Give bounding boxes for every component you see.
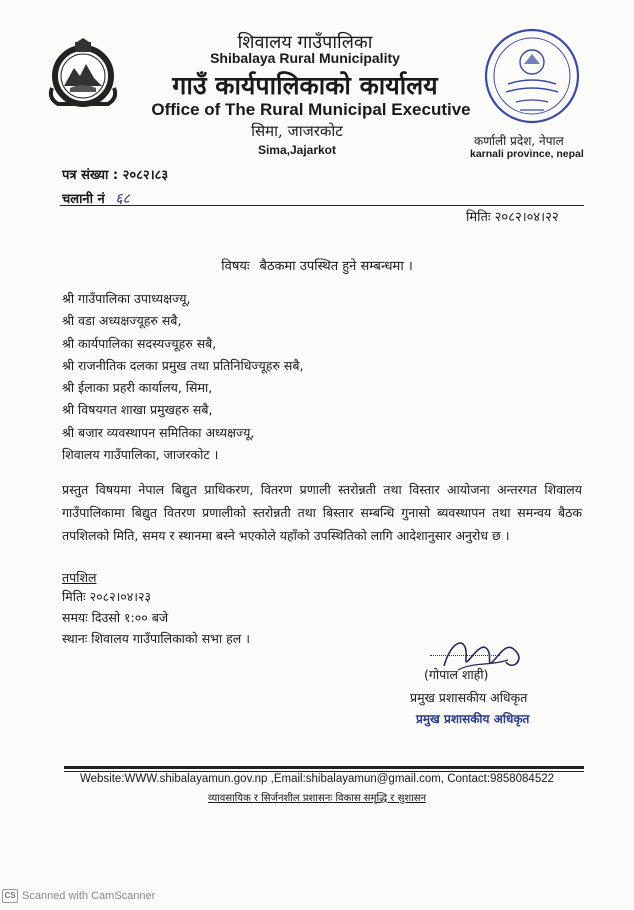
addressee-list [62,288,303,466]
addressee-line: शिवालय गाउँपालिका, जाजरकोट । [62,447,219,463]
place-english: Sima,Jajarkot [257,143,337,157]
signatory-name: (गोपाल शाही) [424,667,489,682]
camscanner-icon: CS [2,889,18,903]
addressee-line: श्री गाउँपालिका उपाध्यक्षज्यू, [62,291,191,306]
meeting-venue: स्थानः शिवालय गाउँपालिकाको सभा हल । [62,631,250,646]
office-name-nepali: शिवालय गाउँपालिका [237,32,373,53]
subject-text: बैठकमा उपस्थित हुने सम्बन्धमा । [259,259,413,274]
camscanner-text: Scanned with CamScanner [22,889,156,902]
signatory-title: प्रमुख प्रशासकीय अधिकृत [410,690,528,705]
addressee-line: श्री ईलाका प्रहरी कार्यालय, सिमा, [62,380,213,396]
designation-stamp: प्रमुख प्रशासकीय अधिकृत [416,712,530,726]
executive-office-english: Office of The Rural Municipal Executive [151,100,471,119]
addressee-line: श्री कार्यपालिका सदस्यज्यूहरु सबै, [62,335,217,351]
letter-date: मितिः २०८२।०४।२२ [466,210,559,225]
body-paragraph: प्रस्तुत विषयमा नेपाल बिद्युत प्राधिकरण, वितरण प्रणाली स्तरोन्नती तथा विस्तार आयोजना अन्तरगत शिवालय गाउँपालिकामा बिद्युत वितरण प्रणालीको स्तरोन्नती तथा बिस्तार सम्बन्धि गुनासो ब्यवस्थापन तथा समन्वय बैठक तपशिलको मिति, समय र स्थानमा बस्ने भएकोले यहाँको उपस्थितिको लागि आदेशानुसार अनुरोध छ । [62,482,582,544]
footer-divider-thin [64,771,584,772]
office-name-english: Shibalaya Rural Municipality [210,50,400,66]
subject-line [0,256,634,274]
dispatch-number-value: ६८ [115,191,130,207]
footer-divider-thick [64,766,584,769]
province-english: karnali province, nepal [470,148,584,160]
subject-label: विषयः [221,259,250,274]
addressee-line: श्री राजनीतिक दलका प्रमुख तथा प्रतिनिधिज्यूहरु सबै, [62,357,304,373]
addressee-line: श्री विषयगत शाखा प्रमुखहरु सबै, [62,402,213,418]
province-nepali: कर्णाली प्रदेश, नेपाल [474,134,564,148]
details-title: तपशिल [62,570,97,585]
letter-number-label: पत्र संख्या : [62,168,119,183]
footer-contact: Website:WWW.shibalayamun.gov.np ,Email:shibalayamun@gmail.com, Contact:9858084522 [79,773,555,785]
dispatch-number-label: चलानी नं [62,192,105,207]
letter-number [62,165,168,183]
executive-office-nepali: गाउँ कार्यपालिकाको कार्यालय [172,71,438,100]
letter-number-value: २०८२।८३ [122,168,169,183]
meeting-time: समयः दिउसो १:०० बजे [62,610,169,625]
camscanner-watermark [2,889,155,903]
addressee-line: श्री वडा अध्यक्षज्यूहरु सबै, [62,313,182,329]
footer-motto: व्यावसायिक र सिर्जनशील प्रशासनः विकास समृद्धि र सुशासन [207,793,427,804]
header-divider [60,205,584,206]
meeting-date: मितिः २०८२।०४।२३ [62,589,152,604]
place-nepali: सिमा, जाजरकोट [251,122,343,140]
addressee-line: श्री बजार व्यवस्थापन समितिका अध्यक्षज्यू, [62,424,255,440]
